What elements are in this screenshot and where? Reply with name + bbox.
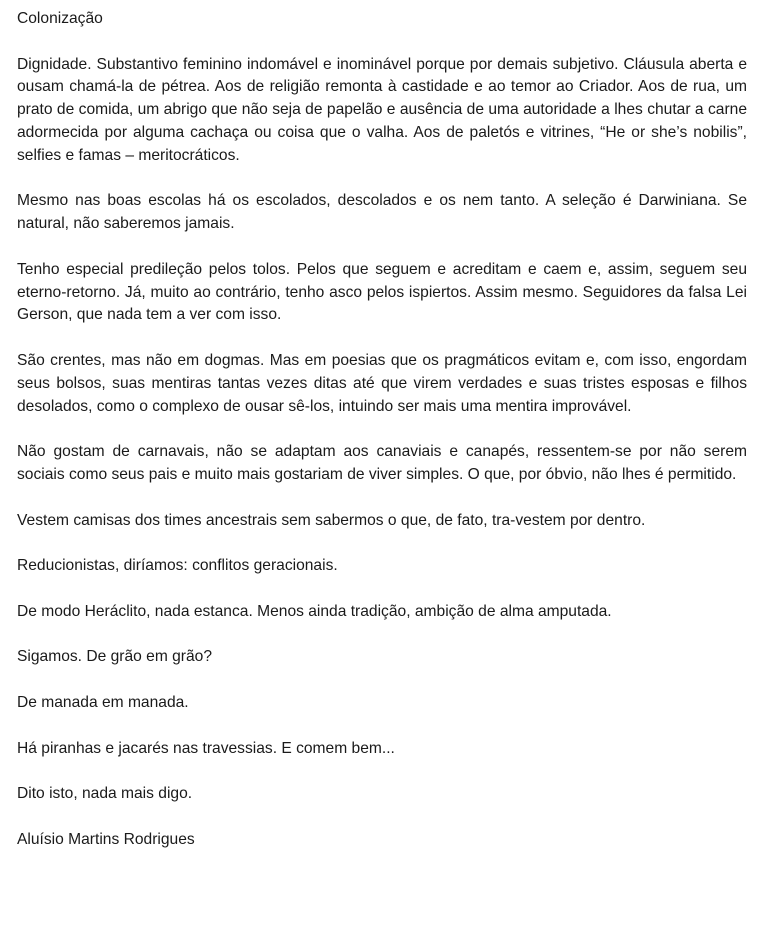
paragraph-3: Tenho especial predileção pelos tolos. Pelos que seguem e acreditam e caem e, assim, seguem seu eterno-retorno. Já, muito ao contrário, tenho asco pelos ispiertos. Assim mesmo. Seguidores da falsa Lei Gerson, que nada tem a ver com isso. <box>17 260 747 324</box>
paragraph-11: Há piranhas e jacarés nas travessias. E comem bem... <box>17 739 395 757</box>
paragraph-4: São crentes, mas não em dogmas. Mas em poesias que os pragmáticos evitam e, com isso, engordam seus bolsos, suas mentiras tantas vezes ditas até que virem verdades e suas tristes esposas e filhos desolados, como o complexo de ousar sê-los, intuindo ser mais uma mentira improvável. <box>17 351 747 415</box>
paragraph-8: De modo Heráclito, nada estanca. Menos ainda tradição, ambição de alma amputada. <box>17 602 612 620</box>
paragraph-1: Dignidade. Substantivo feminino indomável e inominável porque por demais subjetivo. Cláusula aberta e ousam chamá-la de pétrea. Aos de religião remonta à castidade e ao temor ao Criador. Aos de rua, um prato de comida, um abrigo que não seja de papelão e ausência de uma autoridade a lhes chutar a carne adormecida por alguma cachaça ou coisa que o valha. Aos de paletós e vitrines, “He or she’s nobilis”, selfies e famas – meritocráticos. <box>17 55 747 164</box>
paragraph-12: Dito isto, nada mais digo. <box>17 785 193 803</box>
document-title: Colonização <box>17 10 103 27</box>
paragraph-9: Sigamos. De grão em grão? <box>17 648 213 666</box>
paragraph-7: Reducionistas, diríamos: conflitos geracionais. <box>17 557 338 575</box>
paragraph-2: Mesmo nas boas escolas há os escolados, descolados e os nem tanto. A seleção é Darwiniana. Se natural, não saberemos jamais. <box>17 192 747 233</box>
author-signature: Aluísio Martins Rodrigues <box>17 830 195 848</box>
paragraph-5: Não gostam de carnavais, não se adaptam aos canaviais e canapés, ressentem-se por não serem sociais como seus pais e muito mais gostariam de viver simples. O que, por óbvio, não lhes é permitido. <box>17 443 747 483</box>
paragraph-6: Vestem camisas dos times ancestrais sem sabermos o que, de fato, tra-vestem por dentro. <box>17 511 646 529</box>
paragraph-10: De manada em manada. <box>17 693 189 711</box>
